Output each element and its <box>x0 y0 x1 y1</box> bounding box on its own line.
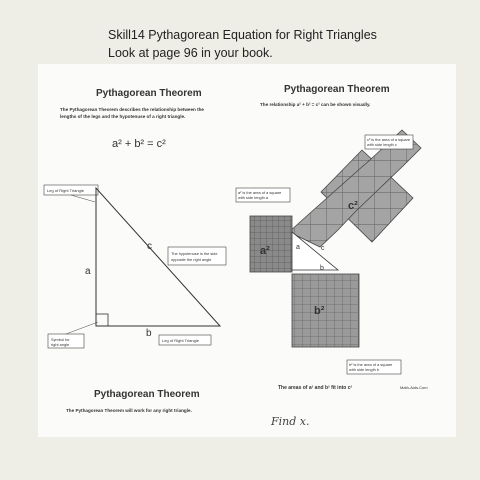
handwritten-note: Find x. <box>271 415 310 428</box>
slide-header <box>108 26 377 62</box>
right-side-a: a <box>296 244 300 251</box>
left-equation: a² + b² = c² <box>112 138 166 150</box>
symbol-label-line1: Symbol for <box>51 337 70 342</box>
c-note-line1: c² is the area of a square <box>367 137 411 142</box>
b-note-line1: b² is the area of a square <box>349 362 393 367</box>
left-side-c: c <box>147 241 152 252</box>
a-note-line2: with side length a <box>238 195 269 200</box>
hyp-label-line1: The hypotenuse is the side <box>171 251 218 256</box>
leg-label-bottom: Leg of Right Triangle <box>162 338 199 343</box>
c-note-line2: with side length c <box>367 142 397 147</box>
hyp-label-line2: opposite the right angle <box>171 257 212 262</box>
right-side-b: b <box>320 265 324 272</box>
hypotenuse-label-box <box>168 247 226 265</box>
left-desc-line1: The Pythagorean Theorem describes the relationship between the <box>60 107 204 112</box>
square-a-label: a² <box>260 245 270 257</box>
left-title: Pythagorean Theorem <box>96 88 202 99</box>
right-side-c: c <box>321 245 325 252</box>
worksheet-figure <box>38 64 456 437</box>
leg-label-pointer <box>71 195 95 202</box>
square-a <box>250 216 292 272</box>
symbol-label-line2: right angle <box>51 342 70 347</box>
leg-label-top: Leg of Right Triangle <box>47 188 84 193</box>
header-title: Skill14 Pythagorean Equation for Right Triangles <box>108 28 377 42</box>
left-side-b: b <box>146 328 152 339</box>
header-subtitle: Look at page 96 in your book. <box>108 46 273 60</box>
symbol-label-pointer <box>66 322 98 334</box>
left-desc-line2: lengths of the legs and the hypotenuse of a right triangle. <box>60 114 186 119</box>
square-b <box>292 274 359 347</box>
right-footer: The areas of a² and b² fit into c² <box>278 385 353 391</box>
square-b-label: b² <box>314 305 325 317</box>
b-note-line2: with side length b <box>349 367 380 372</box>
left-bottom-title: Pythagorean Theorem <box>94 389 200 400</box>
right-angle-mark <box>96 314 108 326</box>
right-subtitle: The relationship a² + b² = c² can be shown visually. <box>260 102 371 107</box>
left-bottom-desc: The Pythagorean Theorem will work for any right triangle. <box>66 408 192 413</box>
right-credit: Math-Aids.Com <box>400 385 428 390</box>
square-c-label: c² <box>348 200 358 212</box>
a-note-line1: a² is the area of a square <box>238 190 282 195</box>
left-side-a: a <box>85 266 91 277</box>
worksheet-scan <box>38 64 456 437</box>
right-title: Pythagorean Theorem <box>284 84 390 95</box>
